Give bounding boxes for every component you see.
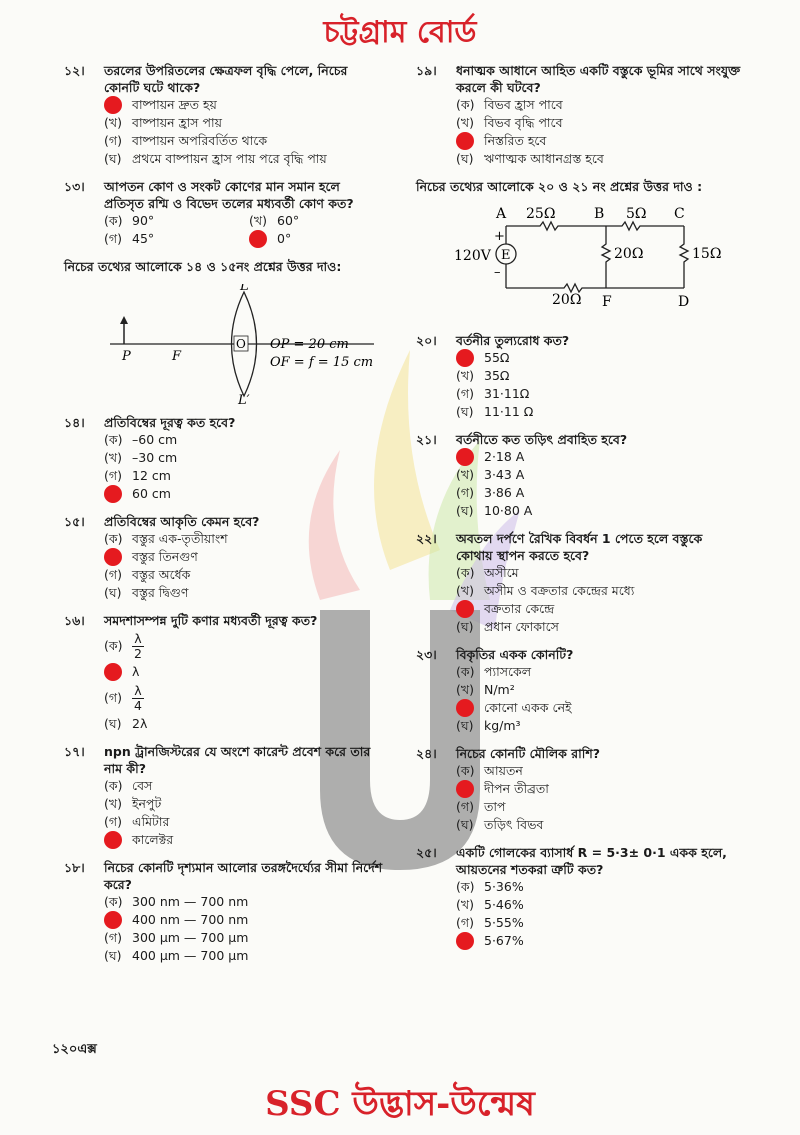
- answer-marker: [104, 548, 122, 566]
- question-12: [64, 62, 384, 168]
- option-d: (ঘ) 10·80 A: [456, 503, 533, 518]
- answer-marker: [104, 96, 122, 114]
- question-number: ১৯।: [416, 63, 437, 78]
- option-a: (ক) প্যাসকেল: [456, 664, 532, 679]
- option-c: বক্রতার কেন্দ্রে: [456, 600, 742, 618]
- option-d: 5·67%: [456, 932, 742, 950]
- option-b: (খ) বিভব বৃদ্ধি পাবে: [456, 115, 563, 130]
- option-c: (গ) $\frac{\lambda}{4}$: [104, 683, 142, 713]
- option-b: (খ) অসীম ও বক্রতার কেন্দ্রের মধ্যে: [456, 583, 635, 598]
- circuit-diagram: [416, 204, 742, 322]
- answer-marker: [249, 230, 267, 248]
- label-voltage: 120V: [454, 248, 491, 264]
- label-r1: 25Ω: [526, 206, 556, 222]
- option-c: (গ) 45°: [104, 231, 155, 246]
- option-c: (গ) তাপ: [456, 799, 506, 814]
- answer-marker: [456, 132, 474, 150]
- option-a: (ক) বেস: [104, 778, 153, 793]
- left-column: [64, 62, 384, 975]
- option-c: (গ) 300 μm — 700 μm: [104, 930, 249, 945]
- question-13: [64, 178, 384, 248]
- option-c: (গ) 12 cm: [104, 468, 171, 483]
- question-17: [64, 743, 384, 849]
- question-text: অবতল দর্পণে রৈখিক বিবর্ধন 1 পেতে হলে বস্তুকে কোথায় স্থাপন করতে হবে?: [456, 531, 703, 563]
- option-d: 0°: [249, 230, 384, 248]
- question-25: [416, 844, 742, 950]
- option-a: বাষ্পায়ন দ্রুত হয়: [104, 96, 384, 114]
- option-c: (গ) এমিটার: [104, 814, 170, 829]
- option-c: (গ) 31·11Ω: [456, 386, 530, 401]
- option-d: (ঘ) 400 μm — 700 μm: [104, 948, 249, 963]
- question-18: [64, 859, 384, 965]
- option-a: (ক) অসীমে: [456, 565, 519, 580]
- question-text: আপতন কোণ ও সংকট কোণের মান সমান হলে প্রতিসৃত রশ্মি ও বিভেদ তলের মধ্যবর্তী কোণ কত?: [104, 179, 354, 211]
- option-b: (খ) 60°: [249, 213, 300, 228]
- option-a: (ক) 90°: [104, 213, 155, 228]
- option-d: 60 cm: [104, 485, 384, 503]
- question-number: ১৬।: [64, 613, 85, 628]
- label-D: D: [678, 294, 690, 310]
- option-a: (ক) আয়তন: [456, 763, 523, 778]
- answer-marker: [456, 699, 474, 717]
- option-d: (ঘ) প্রথমে বাষ্পায়ন হ্রাস পায় পরে বৃদ্ধি পায়: [104, 151, 327, 166]
- question-text: নিচের কোনটি মৌলিক রাশি?: [456, 746, 600, 761]
- question-number: ১৩।: [64, 179, 85, 194]
- question-23: [416, 646, 742, 735]
- answer-marker: [104, 485, 122, 503]
- option-d: (ঘ) বস্তুর দ্বিগুণ: [104, 585, 189, 600]
- option-c: নিস্তরিত হবে: [456, 132, 742, 150]
- answer-marker: [104, 663, 122, 681]
- question-number: ১৫।: [64, 514, 85, 529]
- answer-marker: [456, 600, 474, 618]
- passage-note-14-15: নিচের তথ্যের আলোকে ১৪ ও ১৫নং প্রশ্নের উত্তর দাও:: [64, 259, 342, 274]
- question-number: ২২।: [416, 531, 437, 546]
- option-d: (ঘ) তড়িৎ বিভব: [456, 817, 544, 832]
- option-d: (ঘ) প্রধান ফোকাসে: [456, 619, 559, 634]
- option-c: (গ) বাষ্পায়ন অপরিবর্তিত থাকে: [104, 133, 268, 148]
- question-text: প্রতিবিম্বের আকৃতি কেমন হবে?: [104, 514, 260, 529]
- option-a: (ক) –60 cm: [104, 432, 178, 447]
- question-number: ১২।: [64, 63, 85, 78]
- question-text: একটি গোলকের ব্যাসার্ধ R = 5·3± 0·1 একক হলে, আয়তনের শতকরা ত্রুটি কত?: [456, 845, 727, 877]
- option-b: দীপন তীব্রতা: [456, 780, 742, 798]
- option-b: 400 nm — 700 nm: [104, 911, 384, 929]
- question-21: [416, 431, 742, 520]
- option-d: (ঘ) 2λ: [104, 716, 148, 731]
- question-text: সমদশাসম্পন্ন দুটি কণার মধ্যবর্তী দূরত্ব কত?: [104, 613, 318, 628]
- question-24: [416, 745, 742, 834]
- question-number: ১৭।: [64, 744, 85, 759]
- right-column: [416, 62, 742, 960]
- question-number: ২১।: [416, 432, 437, 447]
- question-text: বর্তনীতে কত তড়িৎ প্রবাহিত হবে?: [456, 432, 628, 447]
- question-19: [416, 62, 742, 168]
- option-a: 2·18 A: [456, 448, 742, 466]
- option-d: (ঘ) kg/m³: [456, 718, 521, 733]
- label-minus: –: [494, 265, 501, 280]
- option-b: (খ) 3·43 A: [456, 467, 525, 482]
- option-b: (খ) N/m²: [456, 682, 515, 697]
- label-plus: +: [494, 229, 505, 244]
- label-r5: 20Ω: [552, 292, 582, 308]
- label-F: F: [602, 294, 612, 310]
- label-L-prime: L′: [238, 393, 250, 404]
- question-number: ১৪।: [64, 415, 85, 430]
- question-number: ২০।: [416, 333, 437, 348]
- option-b: (খ) বাষ্পায়ন হ্রাস পায়: [104, 115, 222, 130]
- label-C: C: [674, 206, 685, 222]
- option-d: (ঘ) 11·11 Ω: [456, 404, 534, 419]
- option-a: (ক) $\frac{\lambda}{2}$: [104, 631, 142, 661]
- option-b: (খ) 35Ω: [456, 368, 510, 383]
- label-L: L: [240, 284, 249, 294]
- page-number: ১২০এক্স: [52, 1042, 97, 1057]
- lens-diagram: [64, 284, 384, 404]
- label-A: A: [496, 206, 507, 222]
- answer-marker: [456, 448, 474, 466]
- answer-marker: [456, 932, 474, 950]
- question-15: [64, 513, 384, 602]
- option-a: (ক) বিভব হ্রাস পাবে: [456, 97, 563, 112]
- question-number: ২৫।: [416, 845, 437, 860]
- label-of: OF = f = 15 cm: [270, 355, 374, 370]
- question-text: বিকৃতির একক কোনটি?: [456, 647, 574, 662]
- answer-marker: [456, 349, 474, 367]
- question-number: ২৪।: [416, 746, 437, 761]
- question-number: ১৮।: [64, 860, 85, 875]
- answer-marker: [456, 780, 474, 798]
- option-a: (ক) বস্তুর এক-তৃতীয়াংশ: [104, 531, 228, 546]
- label-F: F: [172, 349, 182, 364]
- option-d: (ঘ) ঋণাত্মক আধানগ্রস্ত হবে: [456, 151, 604, 166]
- question-14: [64, 414, 384, 503]
- question-text: নিচের কোনটি দৃশ্যমান আলোর তরঙ্গদৈর্ঘ্যের সীমা নির্দেশ করে?: [104, 860, 383, 892]
- question-text: ধনাত্মক আধানে আহিত একটি বস্তুকে ভূমির সাথে সংযুক্ত করলে কী ঘটবে?: [456, 63, 741, 95]
- question-16: [64, 612, 384, 733]
- option-a: (ক) 300 nm — 700 nm: [104, 894, 249, 909]
- footer-title: SSC উদ্ভাস-উন্মেষ: [265, 1084, 535, 1124]
- option-c: (গ) বস্তুর অর্ধেক: [104, 567, 191, 582]
- question-22: [416, 530, 742, 636]
- label-r3: 20Ω: [614, 246, 644, 262]
- passage-note-20-21: নিচের তথ্যের আলোকে ২০ ও ২১ নং প্রশ্নের উত্তর দাও :: [416, 179, 703, 194]
- label-B: B: [594, 206, 605, 222]
- option-c: (গ) 3·86 A: [456, 485, 525, 500]
- option-b: (খ) –30 cm: [104, 450, 178, 465]
- label-r4: 15Ω: [692, 246, 722, 262]
- question-20: [416, 332, 742, 421]
- option-a: 55Ω: [456, 349, 742, 367]
- question-text: npn ট্রানজিস্টরের যে অংশে কারেন্ট প্রবেশ করে তার নাম কী?: [104, 744, 371, 776]
- label-O: O: [236, 337, 246, 351]
- label-P: P: [122, 349, 131, 364]
- question-number: ২৩।: [416, 647, 437, 662]
- question-text: তরলের উপরিতলের ক্ষেত্রফল বৃদ্ধি পেলে, নিচের কোনটি ঘটে থাকে?: [104, 63, 348, 95]
- option-d: কালেক্টর: [104, 831, 384, 849]
- label-r2: 5Ω: [626, 206, 647, 222]
- board-title: চট্টগ্রাম বোর্ড: [323, 15, 477, 50]
- question-text: প্রতিবিম্বের দূরত্ব কত হবে?: [104, 415, 236, 430]
- option-c: কোনো একক নেই: [456, 699, 742, 717]
- option-b: (খ) ইনপুট: [104, 796, 162, 811]
- option-b: বস্তুর তিনগুণ: [104, 548, 384, 566]
- option-b: (খ) 5·46%: [456, 897, 524, 912]
- question-text: বর্তনীর তুল্যরোধ কত?: [456, 333, 570, 348]
- label-E: E: [501, 248, 511, 263]
- option-a: (ক) 5·36%: [456, 879, 524, 894]
- option-b: λ: [104, 663, 384, 681]
- answer-marker: [104, 831, 122, 849]
- answer-marker: [104, 911, 122, 929]
- label-op: OP = 20 cm: [270, 337, 349, 352]
- option-c: (গ) 5·55%: [456, 915, 524, 930]
